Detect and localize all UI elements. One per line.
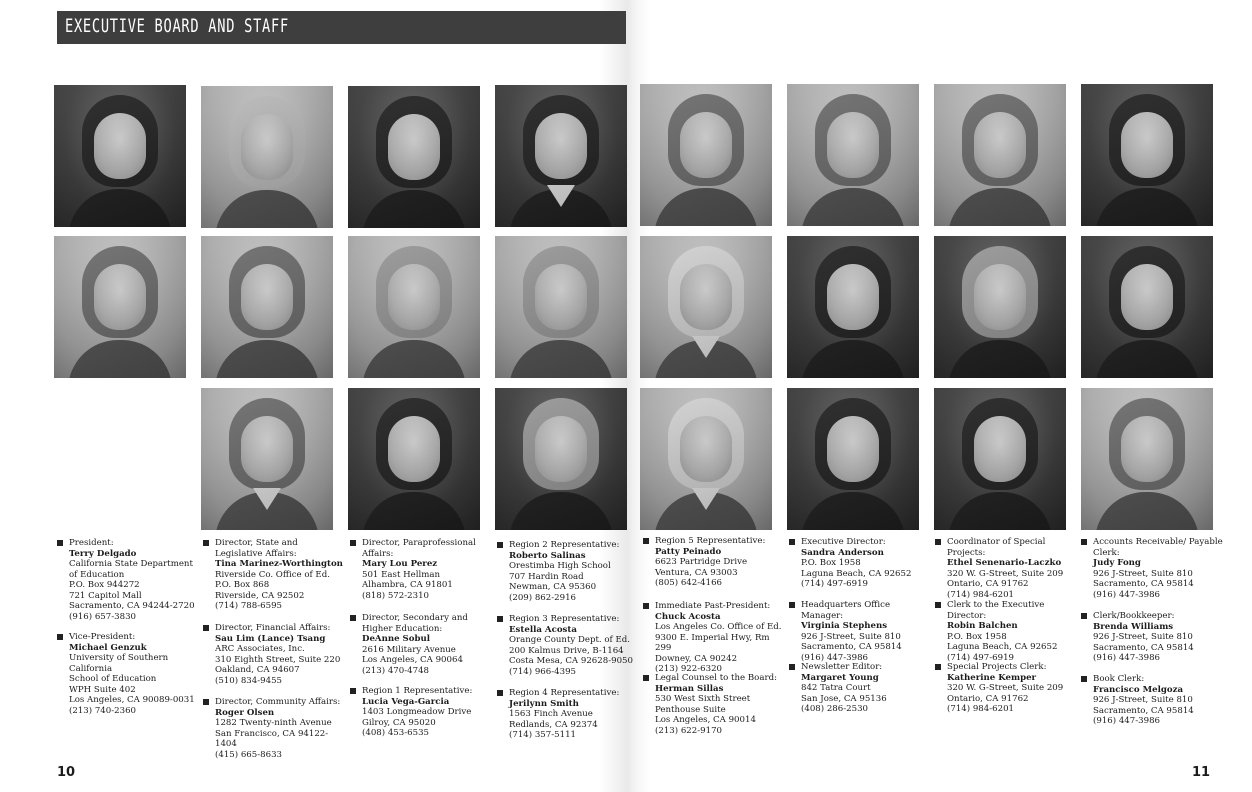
entry-line: (916) 447-3986 xyxy=(1093,716,1161,726)
entry-role: Coordinator of Special Projects: xyxy=(947,537,1046,558)
entry-role: Executive Director: xyxy=(801,537,886,547)
entry-name: Brenda Williams xyxy=(1093,621,1174,632)
entry-role: Director, Paraprofessional Affairs: xyxy=(362,538,476,559)
page-number-left: 10 xyxy=(57,765,76,780)
entry-name: Estella Acosta xyxy=(509,624,577,635)
entry-line: Oakland, CA 94607 xyxy=(215,665,300,675)
entry-line: 200 Kalmus Drive, B-1164 xyxy=(509,645,624,656)
entry-line: 1563 Finch Avenue xyxy=(509,709,593,719)
entry-role: Region 4 Representative: xyxy=(509,688,620,698)
entry-line: Los Angeles, CA 90064 xyxy=(362,655,463,665)
entry-line: 530 West Sixth Street xyxy=(655,694,751,704)
portrait-photo xyxy=(495,85,627,227)
entry-line: WPH Suite 402 xyxy=(69,684,136,695)
entry-line: Riverside Co. Office of Ed. xyxy=(215,569,330,580)
entry-line: Ontario, CA 91762 xyxy=(947,579,1029,589)
entry-line: (213) 622-9170 xyxy=(655,725,723,736)
entry-line: Ontario, CA 91762 xyxy=(947,693,1029,704)
entry-line: Newman, CA 95360 xyxy=(509,582,597,592)
entry-role: Special Projects Clerk: xyxy=(947,662,1047,672)
entry-line: (818) 572-2310 xyxy=(362,590,430,601)
portrait-photo xyxy=(1081,236,1213,378)
entry-line: 926 J-Street, Suite 810 xyxy=(801,631,901,642)
portrait-photo xyxy=(348,86,480,228)
entry-role: Director, State and Legislative Affairs: xyxy=(215,538,298,559)
entry-role: Director, Financial Affairs: xyxy=(215,623,331,633)
entry-line: P.O. Box 1958 xyxy=(801,558,861,568)
entry-line: Riverside, CA 92502 xyxy=(215,590,305,601)
entry-line: (714) 357-5111 xyxy=(509,730,577,740)
directory-entry xyxy=(497,540,639,603)
entry-line: Downey, CA 90242 xyxy=(655,653,738,664)
entry-line: 320 W. G-Street, Suite 209 xyxy=(947,568,1064,579)
section-banner xyxy=(57,11,626,44)
directory-entry xyxy=(350,613,492,676)
directory-entry xyxy=(57,538,199,622)
portrait-photo xyxy=(348,388,480,530)
entry-line: (408) 286-2530 xyxy=(801,704,869,714)
entry-line: (213) 922-6320 xyxy=(655,664,723,674)
directory-entry xyxy=(497,688,639,741)
entry-line: Costa Mesa, CA 92628-9050 xyxy=(509,656,633,666)
entry-line: (714) 497-6919 xyxy=(801,579,869,589)
entry-line: Gilroy, CA 95020 xyxy=(362,717,436,728)
portrait-photo xyxy=(201,86,333,228)
entry-line: 707 Hardin Road xyxy=(509,571,584,582)
entry-line: California xyxy=(69,663,113,674)
directory-entry xyxy=(789,600,931,663)
portrait-photo xyxy=(201,236,333,378)
entry-line: Laguna Beach, CA 92652 xyxy=(947,642,1058,652)
directory-entry xyxy=(789,662,931,715)
section-title: EXECUTIVE BOARD AND STAFF xyxy=(65,15,289,37)
entry-name: Jerilynn Smith xyxy=(509,698,579,709)
entry-line: P.O. Box 868 xyxy=(215,580,270,590)
entry-role: Region 2 Representative: xyxy=(509,540,620,550)
directory-entry xyxy=(203,538,345,612)
entry-name: Michael Genzuk xyxy=(69,642,147,653)
entry-line: of Education xyxy=(69,569,125,580)
entry-role: Newsletter Editor: xyxy=(801,662,883,672)
entry-role: Region 5 Representative: xyxy=(655,536,766,546)
entry-line: Los Angeles Co. Office of Ed. xyxy=(655,622,782,632)
directory-entry xyxy=(643,536,785,589)
entry-role: Clerk to the Executive Director: xyxy=(947,600,1045,621)
entry-name: DeAnne Sobul xyxy=(362,634,431,644)
directory-entry xyxy=(935,537,1077,600)
entry-role: Region 1 Representative: xyxy=(362,686,473,696)
entry-line: 926 J-Street, Suite 810 xyxy=(1093,695,1193,705)
directory-entry xyxy=(203,697,345,760)
entry-line: (916) 447-3986 xyxy=(1093,589,1161,600)
entry-line: San Francisco, CA 94122-1404 xyxy=(215,728,329,749)
entry-line: (714) 984-6201 xyxy=(947,589,1015,600)
entry-line: (714) 966-4395 xyxy=(509,666,577,677)
entry-role: Headquarters Office Manager: xyxy=(801,600,891,621)
entry-line: Sacramento, CA 95814 xyxy=(801,642,902,652)
entry-name: Herman Sillas xyxy=(655,683,724,694)
entry-name: Katherine Kemper xyxy=(947,672,1037,683)
directory-entry xyxy=(789,537,931,590)
entry-line: 320 W. G-Street, Suite 209 xyxy=(947,683,1064,693)
entry-role: Director, Community Affairs: xyxy=(215,697,341,707)
entry-role: Director, Secondary and Higher Education: xyxy=(362,613,468,634)
entry-name: Margaret Young xyxy=(801,672,879,683)
entry-role: Region 3 Representative: xyxy=(509,614,620,624)
entry-line: 926 J-Street, Suite 810 xyxy=(1093,632,1193,642)
entry-line: (408) 453-6535 xyxy=(362,728,430,738)
entry-name: Sandra Anderson xyxy=(801,547,884,558)
portrait-photo xyxy=(348,236,480,378)
entry-line: 926 J-Street, Suite 810 xyxy=(1093,568,1193,579)
entry-line: Sacramento, CA 95814 xyxy=(1093,705,1194,716)
portrait-photo xyxy=(1081,388,1213,530)
entry-line: 310 Eighth Street, Suite 220 xyxy=(215,654,341,665)
directory-entry xyxy=(350,686,492,739)
directory-entry xyxy=(935,600,1077,663)
entry-role: Immediate Past-President: xyxy=(655,601,771,611)
entry-line: (510) 834-9455 xyxy=(215,675,283,686)
entry-line: (916) 447-3986 xyxy=(801,652,869,663)
portrait-photo xyxy=(934,388,1066,530)
entry-line: Orestimba High School xyxy=(509,561,611,571)
entry-name: Virginia Stephens xyxy=(801,621,888,631)
entry-role: President: xyxy=(69,538,114,548)
entry-line: Los Angeles, CA 90014 xyxy=(655,715,756,725)
entry-role: Book Clerk: xyxy=(1093,674,1145,684)
entry-role: Legal Counsel to the Board: xyxy=(655,673,777,683)
entry-line: 501 East Hellman xyxy=(362,569,441,580)
portrait-photo xyxy=(495,236,627,378)
entry-line: Sacramento, CA 95814 xyxy=(1093,642,1194,653)
entry-line: 1403 Longmeadow Drive xyxy=(362,707,472,717)
directory-entry xyxy=(350,538,492,601)
entry-line: Orange County Dept. of Ed. xyxy=(509,635,630,645)
entry-line: 9300 E. Imperial Hwy, Rm 299 xyxy=(655,632,770,653)
entry-name: Patty Peinado xyxy=(655,546,722,557)
entry-name: Lucia Vega-Garcia xyxy=(362,696,450,707)
entry-line: (209) 862-2916 xyxy=(509,592,577,603)
portrait-photo xyxy=(934,84,1066,226)
entry-name: Judy Fong xyxy=(1093,558,1141,568)
entry-name: Roger Olsen xyxy=(215,707,275,718)
directory-entry xyxy=(497,614,639,677)
entry-line: Los Angeles, CA 90089-0031 xyxy=(69,695,195,705)
entry-line: 6623 Partridge Drive xyxy=(655,557,748,567)
portrait-photo xyxy=(640,388,772,530)
entry-line: (916) 447-3986 xyxy=(1093,653,1161,663)
entry-name: Ethel Senenario-Laczko xyxy=(947,558,1062,568)
entry-line: Ventura, CA 93003 xyxy=(655,567,738,578)
portrait-photo xyxy=(640,236,772,378)
entry-line: ARC Associates, Inc. xyxy=(215,644,305,654)
portrait-photo xyxy=(1081,84,1213,226)
directory-entry xyxy=(935,662,1077,715)
entry-role: Accounts Receivable/ Payable Clerk: xyxy=(1093,537,1223,558)
portrait-photo xyxy=(787,84,919,226)
portrait-photo xyxy=(934,236,1066,378)
entry-line: Penthouse Suite xyxy=(655,704,726,715)
directory-entry xyxy=(57,632,199,716)
entry-line: San Jose, CA 95136 xyxy=(801,693,887,704)
portrait-photo xyxy=(54,236,186,378)
entry-line: California State Department xyxy=(69,559,193,569)
entry-name: Chuck Acosta xyxy=(655,611,721,622)
entry-line: (714) 497-6919 xyxy=(947,652,1015,663)
entry-line: (714) 984-6201 xyxy=(947,704,1015,714)
entry-line: Alhambra, CA 91801 xyxy=(362,580,453,590)
entry-name: Mary Lou Perez xyxy=(362,559,438,569)
portrait-photo xyxy=(787,388,919,530)
page-number-right: 11 xyxy=(1192,765,1211,780)
portrait-photo xyxy=(54,85,186,227)
entry-line: P.O. Box 1958 xyxy=(947,631,1007,642)
portrait-photo xyxy=(201,388,333,530)
entry-line: (805) 642-4166 xyxy=(655,578,723,588)
entry-line: School of Education xyxy=(69,674,157,684)
entry-name: Robin Balchen xyxy=(947,621,1018,631)
entry-name: Sau Lim (Lance) Tsang xyxy=(215,633,326,644)
entry-name: Terry Delgado xyxy=(69,548,137,559)
entry-line: Sacramento, CA 95814 xyxy=(1093,579,1194,589)
directory-entry xyxy=(643,601,785,675)
portrait-photo xyxy=(787,236,919,378)
portrait-photo xyxy=(640,84,772,226)
entry-name: Roberto Salinas xyxy=(509,550,586,561)
entry-line: (916) 657-3830 xyxy=(69,611,137,622)
entry-line: (714) 788-6595 xyxy=(215,601,283,611)
portrait-photo xyxy=(495,388,627,530)
entry-line: Laguna Beach, CA 92652 xyxy=(801,568,912,579)
directory-entry xyxy=(1081,674,1223,727)
entry-line: Redlands, CA 92374 xyxy=(509,719,598,730)
directory-entry xyxy=(1081,537,1223,600)
entry-line: Sacramento, CA 94244-2720 xyxy=(69,601,195,611)
entry-name: Francisco Melgoza xyxy=(1093,684,1184,695)
entry-line: (213) 740-2360 xyxy=(69,705,137,716)
entry-role: Vice-President: xyxy=(69,632,136,642)
entry-line: University of Southern xyxy=(69,653,169,663)
entry-line: (213) 470-4748 xyxy=(362,665,430,676)
entry-line: 1282 Twenty-ninth Avenue xyxy=(215,718,332,728)
directory-entry xyxy=(203,623,345,686)
entry-line: 2616 Military Avenue xyxy=(362,644,456,655)
entry-line: 721 Capitol Mall xyxy=(69,590,142,601)
directory-entry xyxy=(643,673,785,736)
directory-entry xyxy=(1081,611,1223,664)
entry-line: P.O. Box 944272 xyxy=(69,580,140,590)
entry-line: 842 Tatra Court xyxy=(801,683,871,693)
entry-role: Clerk/Bookkeeper: xyxy=(1093,611,1175,621)
entry-line: (415) 665-8633 xyxy=(215,749,283,760)
entry-name: Tina Marinez-Worthington xyxy=(215,559,343,569)
